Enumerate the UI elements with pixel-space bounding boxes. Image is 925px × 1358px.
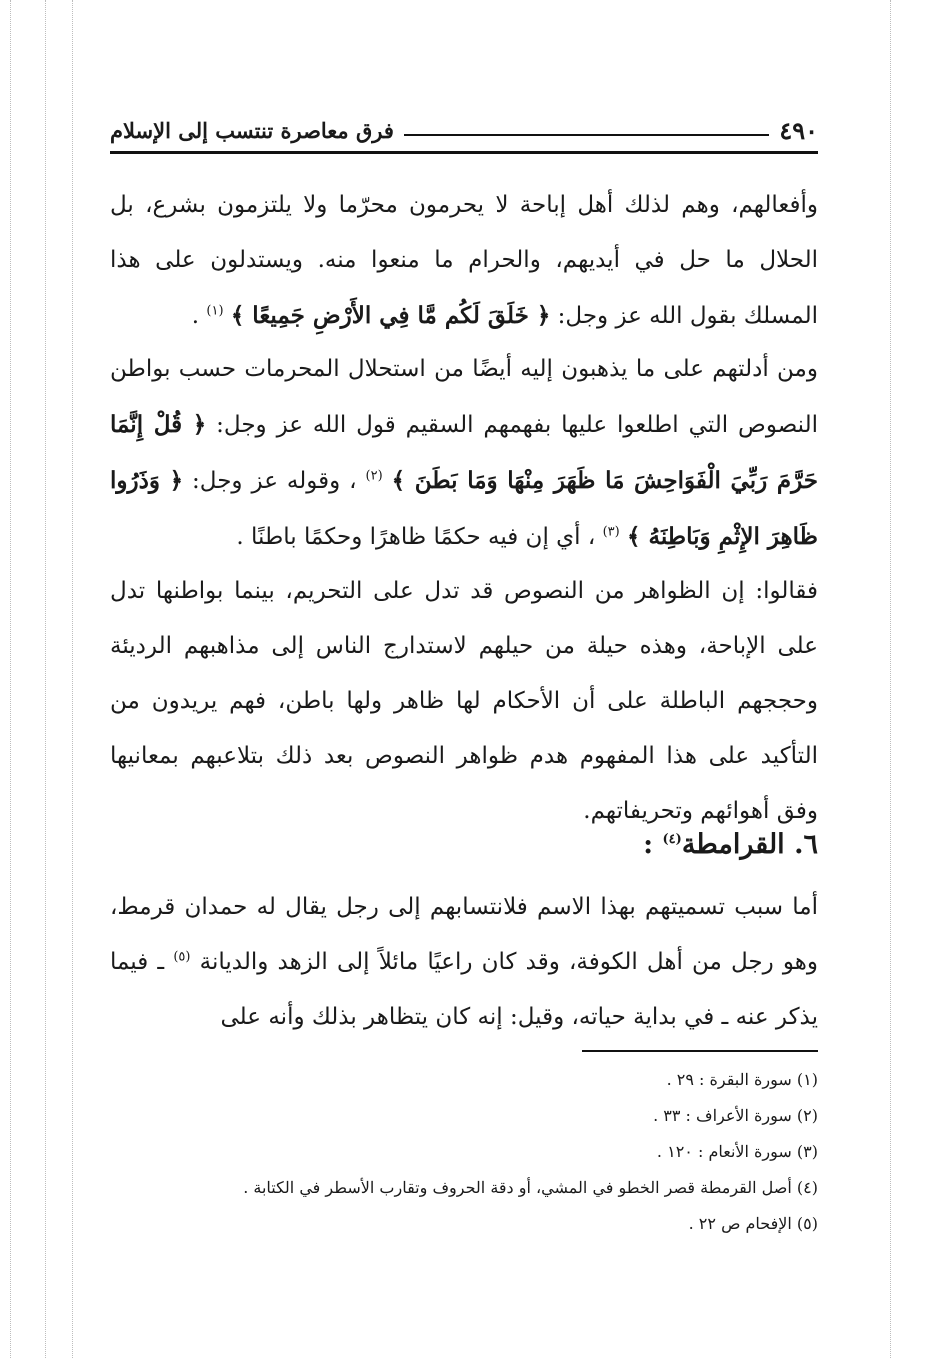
section-heading-text: ٦. القرامطة (681, 829, 818, 860)
paragraph-1 (110, 178, 818, 344)
footnote-item: (١) سورة البقرة : ٢٩ . (666, 1070, 818, 1089)
paragraph-4 (110, 880, 818, 1045)
paragraph-text: ومن أدلتهم على ما يذهبون إليه أيضًا من استحلال المحرمات حسب بواطن النصوص التي اطلعوا عليها بفهمهم السقيم قول الله عز وجل: (110, 356, 818, 438)
page-header (110, 112, 818, 146)
scan-margin-line (10, 0, 11, 1358)
footnote-ref: (٤) (662, 832, 682, 847)
header-divider (110, 151, 818, 154)
page-number: ٤٩٠ (779, 116, 818, 145)
paragraph-text: أما سبب تسميتهم بهذا الاسم فلانتسابهم إلى رجل يقال له حمدان قرمط، وهو رجل من أهل الكوفة، وقد كان راعيًا مائلاً إلى الزهد والديانة (110, 894, 819, 975)
footnotes (180, 1062, 818, 1242)
quran-verse: ﴿ خَلَقَ لَكُم مَّا فِي الأَرْضِ جَمِيعًا ﴾ (230, 302, 551, 329)
paragraph-text: ـ فيما يذكر عنه ـ في بداية حياته، وقيل: إنه كان يتظاهر بذلك وأنه على (110, 949, 818, 1030)
footnote-ref: (٢) (365, 468, 383, 484)
footnote-ref: (٥) (173, 949, 191, 965)
footnote-item: (٥) الإفحام ص ٢٢ . (688, 1214, 818, 1233)
footnote-item: (٣) سورة الأنعام : ١٢٠ . (656, 1142, 818, 1161)
paragraph-text: ، وقوله عز وجل: (183, 468, 357, 494)
paragraph-text: وأفعالهم، وهم لذلك أهل إباحة لا يحرمون محرّما ولا يلتزمون بشرع، بل الحلال ما حل في أيديهم، والحرام ما منعوا منه. ويستدلون على هذا المسلك بقول الله عز وجل: (110, 192, 818, 329)
footnote-divider (582, 1050, 818, 1052)
scan-margin-line (72, 0, 73, 1358)
footnote-item: (٢) سورة الأعراف : ٣٣ . (653, 1106, 818, 1125)
quran-verse: ﴿ وَذَرُوا ظَاهِرَ الإِثْمِ وَبَاطِنَهُ ﴾ (110, 467, 818, 550)
running-title: فرق معاصرة تنتسب إلى الإسلام (110, 118, 394, 143)
header-rule (404, 134, 769, 136)
paragraph-2 (110, 342, 818, 565)
paragraph-text: ، أي إن فيه حكمًا ظاهرًا وحكمًا باطنًا . (236, 524, 596, 550)
footnote-ref: (٣) (602, 524, 620, 540)
paragraph-3 (110, 564, 818, 839)
scan-margin-line (890, 0, 891, 1358)
footnote-ref: (١) (206, 303, 224, 319)
section-heading-suffix: : (643, 829, 663, 860)
footnote-item: (٤) أصل القرمطة قصر الخطو في المشي، أو دقة الحروف وتقارب الأسطر في الكتابة . (243, 1178, 818, 1197)
section-heading (110, 818, 818, 872)
paragraph-text: فقالوا: إن الظواهر من النصوص قد تدل على التحريم، بينما بواطنها تدل على الإباحة، وهذه حيلة من حيلهم لاستدارج الناس إلى مذاهبهم الرديئة وحججهم الباطلة على أن الأحكام لها ظاهر ولها باطن، فهم يريدون من التأكيد على هذا المفهوم هدم ظواهر النصوص بعد ذلك بتلاعبهم بمعانيها وفق أهوائهم وتحريفاتهم. (110, 578, 819, 824)
paragraph-text: . (191, 303, 200, 329)
quran-verse: ﴿ قُلْ إِنَّمَا حَرَّمَ رَبِّيَ الْفَوَاحِشَ مَا ظَهَرَ مِنْهَا وَمَا بَطَنَ ﴾ (110, 411, 819, 494)
scan-margin-line (45, 0, 46, 1358)
